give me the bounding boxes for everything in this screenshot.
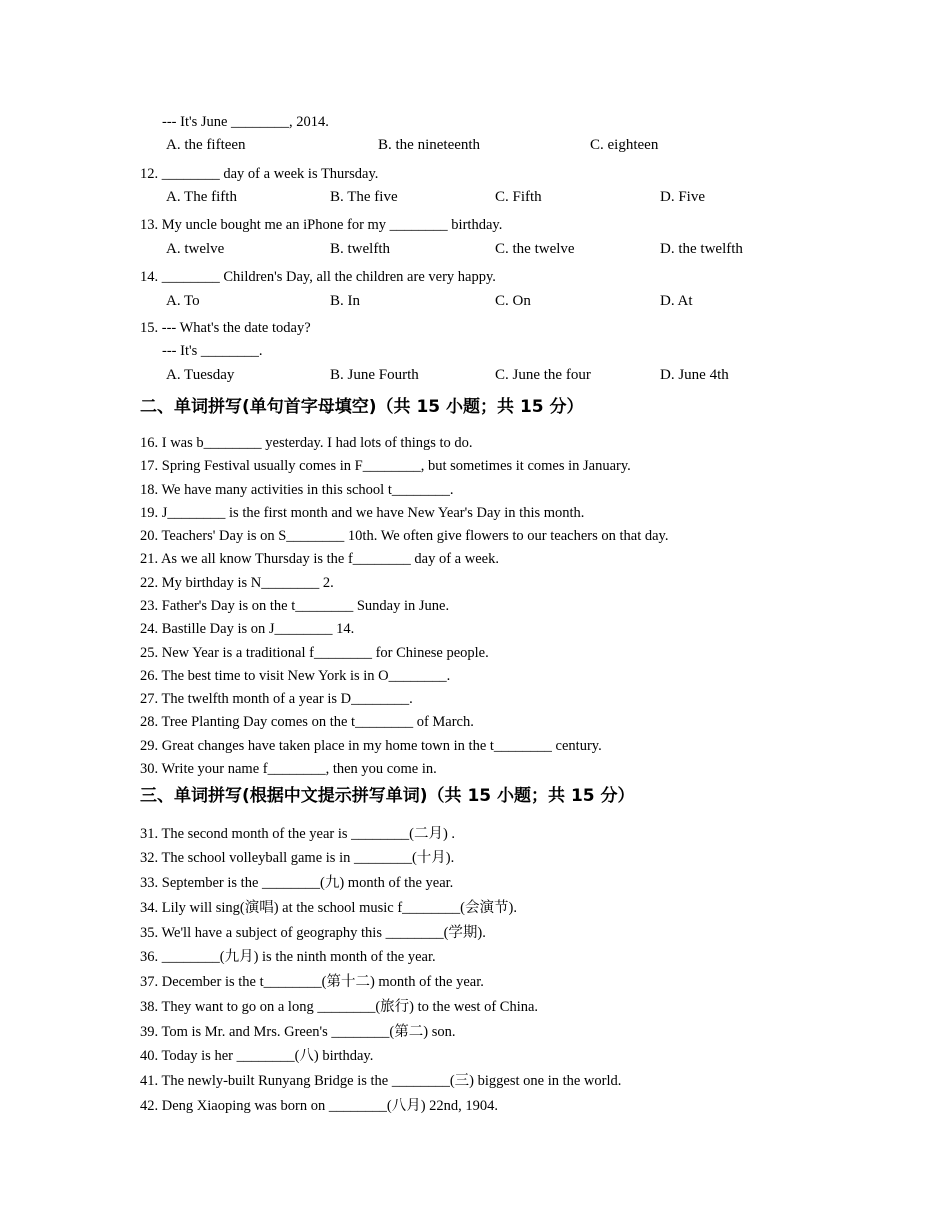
list-item: 28. Tree Planting Day comes on the t________ of March. [140,714,474,730]
list-item: 21. As we all know Thursday is the f________ day of a week. [140,551,499,567]
q12-option-c: C. Fifth [495,189,542,205]
list-item: 23. Father's Day is on the t________ Sunday in June. [140,598,450,614]
q12-option-a: A. The fifth [166,189,237,205]
q15-options [166,366,806,384]
q15-option-d: D. June 4th [660,367,729,383]
q13-text: 13. My uncle bought me an iPhone for my ________ birthday. [140,217,503,233]
list-item: 42. Deng Xiaoping was born on ________(八月) 22nd, 1904. [140,1098,499,1114]
list-item: 41. The newly-built Runyang Bridge is the ________(三) biggest one in the world. [140,1073,622,1089]
q13-option-d: D. the twelfth [660,241,743,257]
list-item: 16. I was b________ yesterday. I had lots of things to do. [140,435,473,451]
q13-option-c: C. the twelve [495,241,575,257]
q14-options [166,292,806,310]
list-item: 24. Bastille Day is on J________ 14. [140,621,355,637]
q15-text: 15. --- What's the date today? [140,320,311,336]
q11-option-c: C. eighteen [590,137,659,153]
list-item: 33. September is the ________(九) month of the year. [140,875,454,891]
list-item: 26. The best time to visit New York is in O________. [140,668,451,684]
q12-option-b: B. The five [330,189,398,205]
q11-option-a: A. the fifteen [166,137,246,153]
list-item: 32. The school volleyball game is in ________(十月). [140,850,455,866]
list-item: 29. Great changes have taken place in my home town in the t________ century. [140,738,602,754]
section2-heading: 二、单词拼写(单句首字母填空)（共 15 小题；共 15 分） [140,397,584,417]
list-item: 27. The twelfth month of a year is D________. [140,691,413,707]
list-item: 22. My birthday is N________ 2. [140,575,334,591]
q15-option-b: B. June Fourth [330,367,419,383]
q12-options [166,188,806,206]
list-item: 35. We'll have a subject of geography this ________(学期). [140,925,486,941]
q15-option-a: A. Tuesday [166,367,235,383]
q13-option-b: B. twelfth [330,241,390,257]
list-item: 40. Today is her ________(八) birthday. [140,1048,374,1064]
q15-option-c: C. June the four [495,367,591,383]
list-item: 17. Spring Festival usually comes in F________, but sometimes it comes in January. [140,458,631,474]
q14-option-b: B. In [330,293,360,309]
list-item: 39. Tom is Mr. and Mrs. Green's ________(第二) son. [140,1024,456,1040]
list-item: 31. The second month of the year is ________(二月) . [140,826,456,842]
list-item: 30. Write your name f________, then you come in. [140,761,437,777]
list-item: 19. J________ is the first month and we have New Year's Day in this month. [140,505,585,521]
list-item: 37. December is the t________(第十二) month of the year. [140,974,484,990]
q13-options [166,240,806,258]
q14-text: 14. ________ Children's Day, all the children are very happy. [140,269,496,285]
q13-option-a: A. twelve [166,241,225,257]
list-item: 38. They want to go on a long ________(旅行) to the west of China. [140,999,539,1015]
list-item: 18. We have many activities in this school t________. [140,482,454,498]
list-item: 36. ________(九月) is the ninth month of the year. [140,949,436,965]
q11-answer-line: --- It's June ________, 2014. [162,114,329,130]
list-item: 20. Teachers' Day is on S________ 10th. We often give flowers to our teachers on that day. [140,528,669,544]
q12-text: 12. ________ day of a week is Thursday. [140,166,379,182]
q11-options [166,136,806,154]
q11-option-b: B. the nineteenth [378,137,481,153]
q14-option-d: D. At [660,293,693,309]
q14-option-c: C. On [495,293,531,309]
list-item: 34. Lily will sing(演唱) at the school music f________(会演节). [140,900,517,916]
list-item: 25. New Year is a traditional f________ for Chinese people. [140,645,489,661]
q12-option-d: D. Five [660,189,705,205]
section3-heading: 三、单词拼写(根据中文提示拼写单词)（共 15 小题；共 15 分） [140,786,635,806]
q14-option-a: A. To [166,293,200,309]
q15-answer-line: --- It's ________. [162,343,263,359]
